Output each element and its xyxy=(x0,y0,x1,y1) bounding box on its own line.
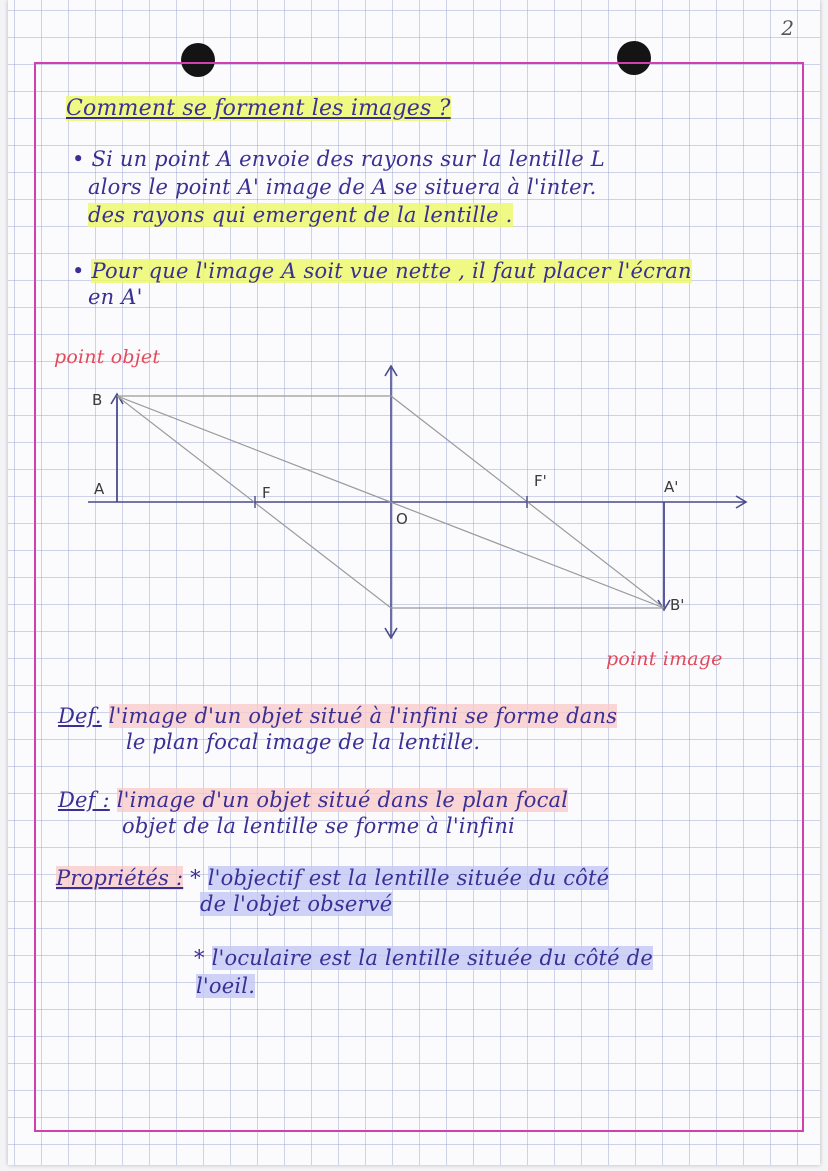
label-point-image: point image xyxy=(606,648,723,670)
label-Bprime: B' xyxy=(670,596,685,614)
bullet2-line1-text: Pour que l'image A soit vue nette , il faut placer l'écran xyxy=(91,259,692,283)
bullet1-line1-text: Si un point A envoie des rayons sur la lentille L xyxy=(91,147,605,171)
properties-item1-line1: l'objectif est la lentille située du côté xyxy=(207,866,610,890)
def1-line1-text: l'image d'un objet situé à l'infini se forme dans xyxy=(108,704,618,728)
properties-item2-line1-text: l'oculaire est la lentille située du côté de xyxy=(211,946,653,970)
properties-item1-line2-text: de l'objet observé xyxy=(200,892,393,916)
def1-line1 xyxy=(58,703,617,729)
label-A: A xyxy=(94,480,105,498)
bullet1-line2: alors le point A' image de A se situera à l'inter. xyxy=(88,175,597,199)
properties-item2-line2 xyxy=(196,973,255,999)
star-icon: * xyxy=(190,866,201,890)
properties-item2-line1 xyxy=(194,945,653,971)
bullet-dot-icon: • xyxy=(72,259,85,283)
label-F: F xyxy=(262,484,271,502)
properties-line1 xyxy=(56,865,609,891)
def1-prefix: Def. xyxy=(58,704,102,728)
page-title-text: Comment se forment les images ? xyxy=(66,96,451,121)
def2-line1-text: l'image d'un objet situé dans le plan focal xyxy=(116,788,569,812)
page-number: 2 xyxy=(781,16,794,40)
def2-prefix: Def : xyxy=(58,788,110,812)
bullet-dot-icon: • xyxy=(72,147,85,171)
bullet2-line2: en A' xyxy=(88,285,143,309)
def2-line2: objet de la lentille se forme à l'infini xyxy=(122,814,515,838)
label-Fprime: F' xyxy=(534,472,547,490)
label-Aprime: A' xyxy=(664,478,679,496)
label-B: B xyxy=(92,391,103,409)
properties-item1-line2 xyxy=(200,891,392,917)
properties-item2-line2-text: l'oeil. xyxy=(196,974,256,998)
label-point-objet: point objet xyxy=(54,346,161,368)
def1-line2: le plan focal image de la lentille. xyxy=(126,730,481,754)
star-icon: * xyxy=(194,946,205,970)
bullet1-line3-text: des rayons qui emergent de la lentille . xyxy=(88,203,513,227)
def2-line1 xyxy=(58,787,568,813)
properties-label: Propriétés : xyxy=(56,866,184,890)
label-O: O xyxy=(396,510,408,528)
